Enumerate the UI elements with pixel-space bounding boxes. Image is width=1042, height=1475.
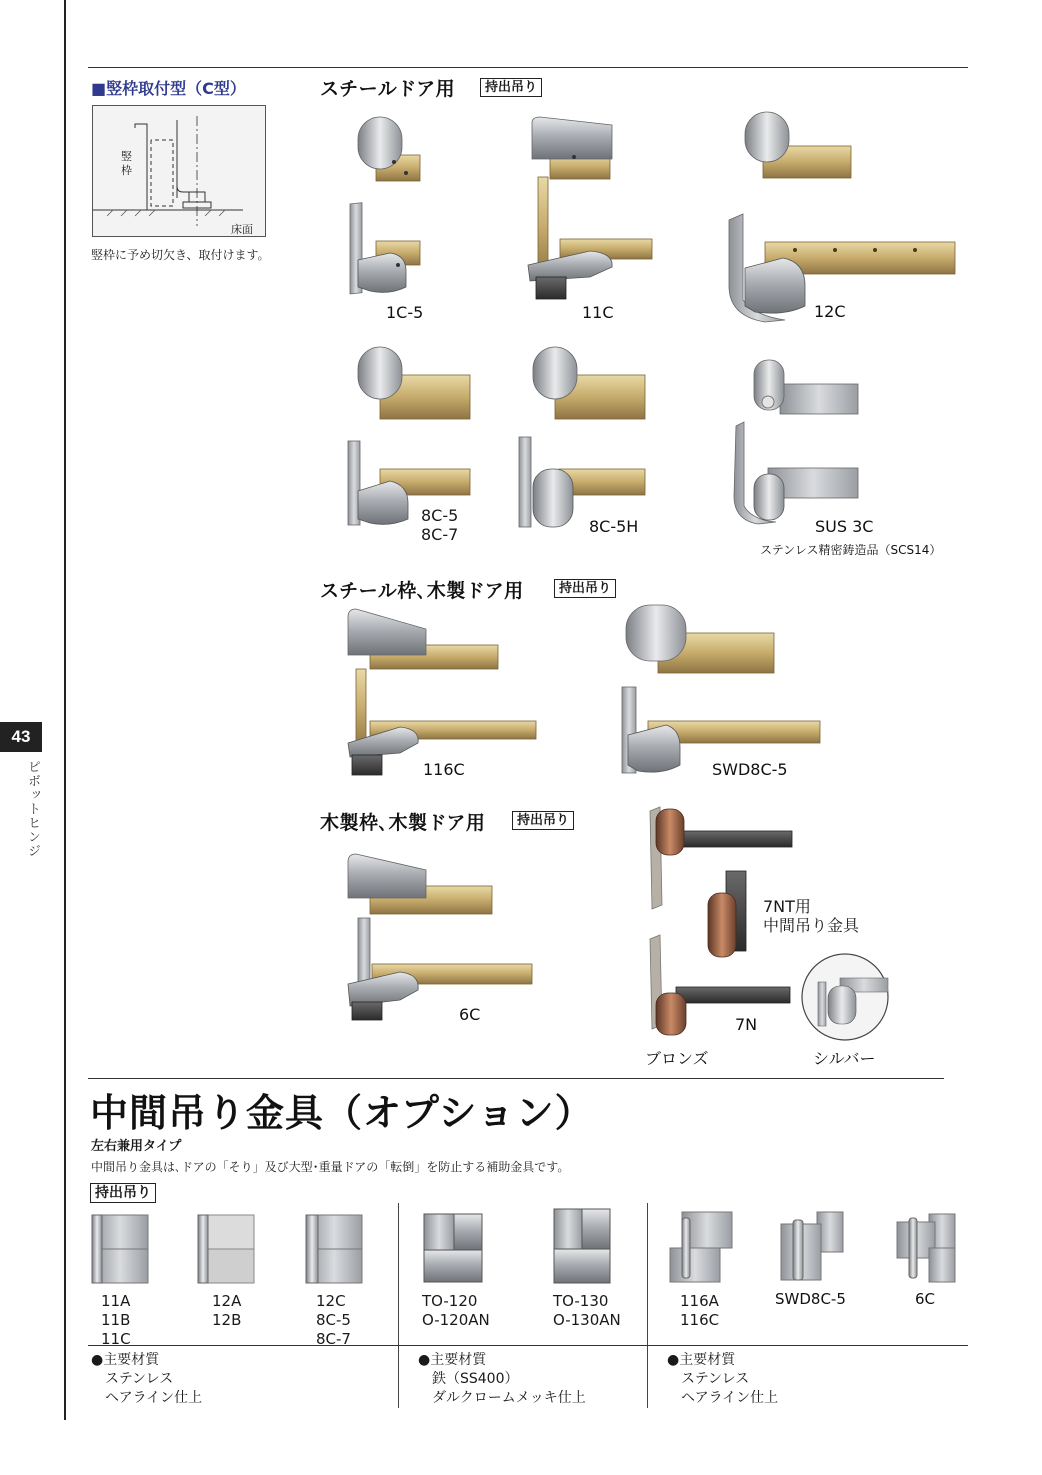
intermediate-116a-label: 116A 116C [680,1292,720,1329]
hinge-6c-image [340,850,540,1030]
group-divider-2 [647,1203,648,1408]
intermediate-title: 中間吊り金具（オプション） [90,1091,594,1135]
steel-door-tag: 持出吊り [480,78,542,97]
intermediate-tag: 持出吊り [90,1183,156,1203]
hinge-8c-5h-image [515,345,655,535]
steel-frame-tag: 持出吊り [554,579,616,598]
material-line: 鉄（SS400） [432,1371,519,1387]
hinge-11c-image [520,115,660,310]
material-group-2 [418,1351,586,1408]
c-type-heading: ■竪枠取付型（C型） [91,79,246,98]
hinge-116c-label: 116C [423,760,465,779]
hinge-12c-image [725,110,960,325]
intermediate-11-label: 11A 11B 11C [101,1292,131,1348]
hinge-sus-3c-image [728,356,868,531]
c-type-diagram [92,105,266,237]
silver-finish-image [800,952,890,1042]
hinge-1c-5-label: 1C-5 [386,303,424,322]
material-line: ステンレス [105,1371,174,1387]
intermediate-swd8c-5-label: SWD8C-5 [775,1290,846,1308]
material-head: ●主要材質 [667,1352,736,1368]
intermediate-swd8c-5-image [777,1210,847,1286]
hinge-11c-label: 11C [582,303,614,322]
steel-frame-title: スチール枠､木製ドア用 [320,580,524,602]
intermediate-12c-label: 12C 8C-5 8C-7 [316,1292,351,1348]
intermediate-subtitle: 左右兼用タイプ [91,1139,182,1154]
intermediate-to-130-label: TO-130 O-130AN [553,1292,621,1329]
c-type-note: 竪枠に予め切欠き、取付けます。 [91,248,270,262]
intermediate-to-120-label: TO-120 O-120AN [422,1292,490,1329]
intermediate-to-130-image [550,1205,616,1287]
sus-3c-note: ステンレス精密鋳造品（SCS14） [760,543,942,557]
material-line: ヘアライン仕上 [105,1390,203,1406]
group-divider-1 [398,1203,399,1408]
intermediate-7nt-label: 7NT用 中間吊り金具 [763,897,860,935]
hinge-8c-5h-label: 8C-5H [589,517,639,536]
steel-door-title: スチールドア用 [320,78,456,100]
finish-bronze-label: ブロンズ [645,1049,709,1068]
intermediate-to-120-image [420,1210,486,1286]
intermediate-6c-image [895,1212,957,1288]
intermediate-11a-image [90,1213,150,1285]
left-margin-rule [64,0,66,1420]
hinge-8c-5-image [340,345,480,535]
intermediate-12a-image [196,1213,256,1285]
section-rule [88,1078,944,1079]
material-line: ステンレス [681,1371,750,1387]
hinge-6c-label: 6C [459,1005,481,1024]
hinge-116c-image [340,605,540,785]
material-line: ダルクロームメッキ仕上 [432,1390,586,1406]
intermediate-116a-image [668,1210,738,1286]
diagram-floor-label: 床面 [231,223,253,236]
material-line: ヘアライン仕上 [681,1390,779,1406]
intermediate-12-label: 12A 12B [212,1292,242,1329]
hinge-12c-label: 12C [814,302,846,321]
diagram-frame-label: 竪 枠 [121,150,132,177]
intermediate-12c-image [304,1213,364,1285]
intermediate-description: 中間吊り金具は､ドアの「そり」及び大型･重量ドアの「転倒」を防止する補助金具です。 [91,1160,570,1174]
page-number: 43 [0,722,42,752]
hinge-swd8c-5-image [618,603,828,783]
intermediate-6c-label: 6C [915,1290,936,1308]
hinge-sus-3c-label: SUS 3C [815,517,874,536]
finish-silver-label: シルバー [813,1049,876,1068]
hinge-7n-label: 7N [735,1015,758,1034]
section-side-label: ピボットヒンジ [25,760,40,858]
material-head: ●主要材質 [418,1352,487,1368]
top-rule [88,67,968,68]
hinge-8c-5-label: 8C-5 8C-7 [421,506,459,544]
hinge-swd8c-5-label: SWD8C-5 [712,760,788,779]
material-head: ●主要材質 [91,1352,160,1368]
wood-frame-title: 木製枠､木製ドア用 [320,812,486,834]
wood-frame-tag: 持出吊り [512,811,574,830]
hinge-1c-5-image [340,115,440,300]
material-group-3 [667,1351,778,1408]
material-rule [88,1345,968,1346]
material-group-1 [91,1351,202,1408]
